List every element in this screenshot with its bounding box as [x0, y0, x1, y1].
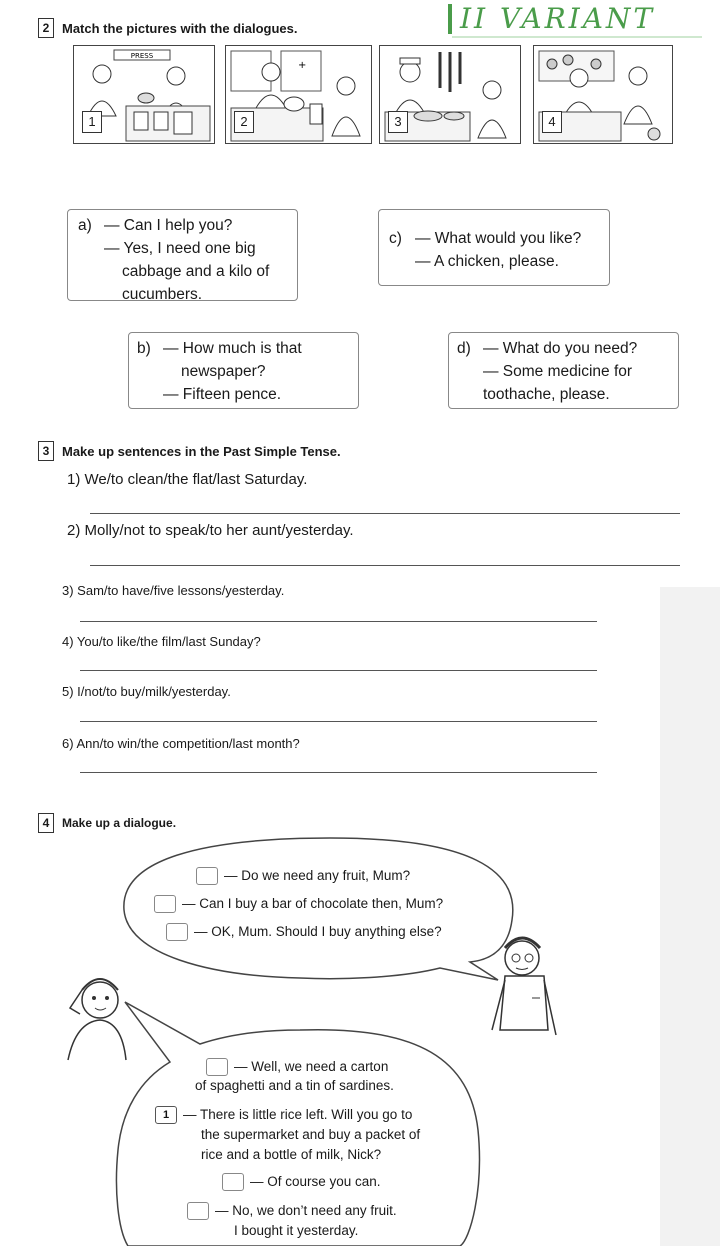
bubble2-text4b: I bought it yesterday. — [234, 1223, 359, 1238]
picture-number-3: 3 — [388, 111, 408, 133]
dialogue-a-line1: — Can I help you? — [104, 217, 233, 234]
order-box[interactable] — [222, 1173, 244, 1191]
bubble1-line3 — [166, 922, 442, 942]
task2-number: 2 — [38, 18, 54, 38]
dialogue-a-line3: cabbage and a kilo of — [122, 263, 270, 280]
bubble2-text3: — Of course you can. — [250, 1174, 381, 1189]
order-box[interactable] — [206, 1058, 228, 1076]
bubble2-text1b: of spaghetti and a tin of sardines. — [195, 1078, 394, 1093]
task3-heading — [38, 441, 341, 461]
order-box[interactable] — [154, 895, 176, 913]
dialogue-a — [67, 209, 298, 301]
bubble2-line4 — [187, 1201, 397, 1221]
dialogue-b-label: b) — [137, 340, 151, 357]
bubble2-line2 — [155, 1105, 412, 1125]
bubble2-line1 — [206, 1057, 388, 1077]
dialogue-a-line4: cucumbers. — [122, 286, 203, 303]
bubble2-text4a: — No, we don’t need any fruit. — [215, 1203, 397, 1218]
dialogue-d — [448, 332, 679, 409]
dialogue-d-line1: — What do you need? — [483, 340, 638, 357]
svg-text:+: + — [298, 60, 307, 71]
sentence-6: 6) Ann/to win/the competition/last month? — [62, 736, 300, 751]
variant-underline — [452, 36, 702, 38]
bubble1-text1: — Do we need any fruit, Mum? — [224, 868, 411, 883]
dialogue-a-label: a) — [78, 217, 92, 234]
picture-4-greengrocer — [533, 45, 673, 144]
picture-number-2: 2 — [234, 111, 254, 133]
picture-3-butcher — [379, 45, 521, 144]
sentence-1: 1) We/to clean/the flat/last Saturday. — [67, 471, 308, 488]
dialogue-b-line2: newspaper? — [181, 363, 266, 380]
dialogue-d-line2: — Some medicine for — [483, 363, 633, 380]
sentence-3: 3) Sam/to have/five lessons/yesterday. — [62, 583, 285, 598]
answer-line-4[interactable] — [80, 670, 597, 671]
variant-label: II VARIANT — [460, 2, 656, 35]
task4-number: 4 — [38, 813, 54, 833]
dialogue-b — [128, 332, 359, 409]
dialogue-b-line3: — Fifteen pence. — [163, 386, 282, 403]
sentence-4: 4) You/to like/the film/last Sunday? — [62, 634, 261, 649]
order-box-filled[interactable]: 1 — [155, 1106, 177, 1124]
task2-heading — [38, 18, 297, 38]
bubble2-text2b: the supermarket and buy a packet of — [201, 1127, 421, 1142]
picture-2-pharmacy — [225, 45, 372, 144]
dialogue-c-line2: — A chicken, please. — [415, 253, 559, 270]
picture-number-4: 4 — [542, 111, 562, 133]
order-box[interactable] — [187, 1202, 209, 1220]
dialogue-a-line2: — Yes, I need one big — [104, 240, 256, 257]
nick-illustration — [492, 938, 556, 1035]
dialogue-d-line3: toothache, please. — [483, 386, 610, 403]
bubble1-text3: — OK, Mum. Should I buy anything else? — [194, 924, 442, 939]
bubble2-text2a: — There is little rice left. Will you go to — [183, 1107, 413, 1122]
bubble1-line2 — [154, 894, 443, 914]
variant-bar — [448, 4, 452, 34]
bubble2-text2c: rice and a bottle of milk, Nick? — [201, 1147, 382, 1162]
bubble1-text2: — Can I buy a bar of chocolate then, Mum? — [182, 896, 444, 911]
dialogue-c — [378, 209, 610, 286]
bubble2-line3 — [222, 1172, 381, 1192]
mum-illustration — [68, 979, 126, 1060]
dialogue-b-line1: — How much is that — [163, 340, 302, 357]
answer-line-2[interactable] — [90, 565, 680, 566]
dialogue-c-label: c) — [389, 230, 402, 247]
sentence-2: 2) Molly/not to speak/to her aunt/yesterday. — [67, 522, 354, 539]
bubble2-text1a: — Well, we need a carton — [234, 1059, 389, 1074]
dialogue-d-label: d) — [457, 340, 471, 357]
answer-line-1[interactable] — [90, 513, 680, 514]
task3-number: 3 — [38, 441, 54, 461]
answer-line-3[interactable] — [80, 621, 597, 622]
task2-title: Match the pictures with the dialogues. — [62, 20, 298, 36]
sentence-5: 5) I/not/to buy/milk/yesterday. — [62, 684, 231, 699]
bubble1-line1 — [196, 866, 410, 886]
task4-title: Make up a dialogue. — [62, 816, 177, 830]
picture-number-1: 1 — [82, 111, 102, 133]
answer-line-5[interactable] — [80, 721, 597, 722]
answer-line-6[interactable] — [80, 772, 597, 773]
order-box[interactable] — [166, 923, 188, 941]
press-sign: PRESS — [130, 52, 154, 60]
picture-1-newsagent — [73, 45, 215, 144]
dialogue-c-line1: — What would you like? — [415, 230, 582, 247]
task3-title: Make up sentences in the Past Simple Tense. — [62, 443, 341, 459]
order-box[interactable] — [196, 867, 218, 885]
